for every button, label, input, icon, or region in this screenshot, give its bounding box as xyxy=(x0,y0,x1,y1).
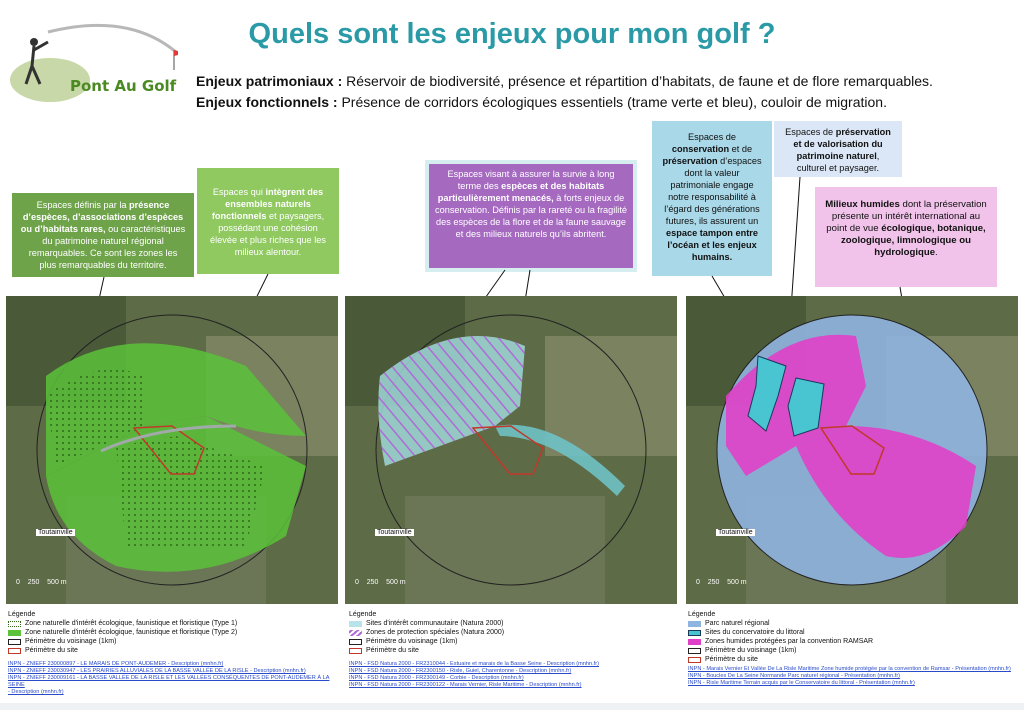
legend-natura2000 xyxy=(349,610,679,689)
legend-item: Périmètre du voisinage (1km) xyxy=(688,646,1018,655)
legend-title: Légende xyxy=(8,611,36,618)
map-natura2000 xyxy=(345,296,677,604)
enjeux-fonctionnels: Enjeux fonctionnels : Présence de corridors écologiques essentiels (trame verte et bleu), couloir de migration. xyxy=(196,94,887,110)
legend-item: Périmètre du voisinage (1km) xyxy=(349,637,679,646)
legend-item: Périmètre du site xyxy=(8,646,338,655)
blue-swatch-icon xyxy=(688,621,701,627)
humides-description: Milieux humides dont la préservation présente un intérêt international au point de vue écologique, botanique, zoologique, limnologique ou hydrologique. xyxy=(815,187,997,287)
source-link[interactable]: INPN - FSD Natura 2000 - FR2300150 - Risle, Guiel, Charentonne - Description (mnhn.fr) xyxy=(349,668,572,674)
source-link[interactable]: INPN - ZNIEFF 230030947 - LES PRAIRIES ALLUVIALES DE LA BASSE VALLÉE DE LA RISLE - Description (mnhn.fr) xyxy=(8,668,306,674)
source-link[interactable]: INPN - Marais Vernier Et Vallée De La Risle Maritime Zone humide protégée par la convention de Ramsar - Présentation (mnhn.fr) xyxy=(688,666,1011,672)
source-link[interactable]: INPN - FSD Natura 2000 - FR2310044 - Estuaire et marais de la Basse Seine - Description (mnhn.fr) xyxy=(349,661,599,667)
enjeux-patrimoniaux: Enjeux patrimoniaux : Réservoir de biodiversité, présence et répartition d’habitats, de faune et de flore remarquables. xyxy=(196,73,933,89)
legend-item: Sites du concervatoire du littoral xyxy=(688,628,1018,637)
source-link[interactable]: INPN - Boucles De La Seine Normande Parc naturel régional - Présentation (mnhn.fr) xyxy=(688,673,901,679)
logo-text: Pont Au Golf xyxy=(70,77,177,95)
legend-title: Légende xyxy=(349,611,377,618)
znieff2-description: Espaces qui intègrent des ensembles naturels fonctionnels et paysagers, possédant une cohésion élevée et plus riches que les milieux alentour. xyxy=(197,168,339,274)
green-swatch-icon xyxy=(8,630,21,636)
teal-swatch-icon xyxy=(688,630,701,636)
town-label: Toutainville xyxy=(377,529,412,536)
map-pnr-ramsar xyxy=(686,296,1018,604)
black-outline-swatch-icon xyxy=(349,639,362,645)
black-outline-swatch-icon xyxy=(8,639,21,645)
town-label: Toutainville xyxy=(718,529,753,536)
pnr-description: Espaces de préservation et de valorisation du patrimoine naturel, culturel et paysager. xyxy=(774,121,902,177)
legend-znieff xyxy=(8,610,338,696)
legend-item: Périmètre du site xyxy=(688,655,1018,664)
source-link[interactable]: INPN - ZNIEFF 230009161 - LA BASSE VALLÉE DE LA RISLE ET LES VALLÉES CONSÉQUENTES DE PONT-AUDEMER À LA SEINE xyxy=(8,675,330,688)
legend-item: Périmètre du voisinage (1km) xyxy=(8,637,338,646)
cyan-swatch-icon xyxy=(349,621,362,627)
black-outline-swatch-icon xyxy=(688,648,701,654)
source-link[interactable]: INPN - ZNIEFF 230000897 - LE MARAIS DE PONT-AUDEMER - Description (mnhn.fr) xyxy=(8,661,224,667)
natura-description: Espaces visant à assurer la survie à long terme des espèces et des habitats particulièrement menacés, à forts enjeux de conservation. Définis par la rareté ou la fragilité des espèces de la flore et de la faune sauvage et des milieux naturels qu’ils abritent. xyxy=(429,164,633,268)
footer-strip xyxy=(0,703,1024,710)
scale-bar: 0 250 500 m xyxy=(696,579,747,586)
magenta-swatch-icon xyxy=(688,639,701,645)
red-outline-swatch-icon xyxy=(8,648,21,654)
source-link[interactable]: INPN - Risle Maritime Terrain acquis par le Conservatoire du littoral - Présentation (mnhn.fr) xyxy=(688,680,915,686)
dots-swatch-icon xyxy=(8,621,21,627)
red-outline-swatch-icon xyxy=(349,648,362,654)
page-title: Quels sont les enjeux pour mon golf ? xyxy=(248,18,776,50)
legend-pnr-ramsar xyxy=(688,610,1018,687)
legend-item: Parc naturel régional xyxy=(688,619,1018,628)
legend-item: Sites d'intérêt communautaire (Natura 2000) xyxy=(349,619,679,628)
legend-item: Zones humides protégées par la convention RAMSAR xyxy=(688,637,1018,646)
legend-item: Zone naturelle d'intérêt écologique, faunistique et floristique (Type 2) xyxy=(8,628,338,637)
map-znieff xyxy=(6,296,338,604)
legend-item: Zones de protection spéciales (Natura 2000) xyxy=(349,628,679,637)
hatch-swatch-icon xyxy=(349,630,362,636)
scale-bar: 0 250 500 m xyxy=(16,579,67,586)
source-link[interactable]: - Description (mnhn.fr) xyxy=(8,689,64,695)
conservatoire-description: Espaces de conservation et de préservation d’espaces dont la valeur patrimoniale engage notre responsabilité à l’égard des générations futures, ils assurent un espace tampon entre l’océan et les enjeux humains. xyxy=(652,121,772,276)
legend-title: Légende xyxy=(688,611,716,618)
red-outline-swatch-icon xyxy=(688,657,701,663)
legend-item: Zone naturelle d'intérêt écologique, faunistique et floristique (Type 1) xyxy=(8,619,338,628)
source-link[interactable]: INPN - FSD Natura 2000 - FR2300149 - Corbie - Description (mnhn.fr) xyxy=(349,675,524,681)
legend-item: Périmètre du site xyxy=(349,646,679,655)
town-label: Toutainville xyxy=(38,529,73,536)
scale-bar: 0 250 500 m xyxy=(355,579,406,586)
source-link[interactable]: INPN - FSD Natura 2000 - FR2300122 - Marais Vernier, Risle Maritime - Description (mnhn.fr) xyxy=(349,682,582,688)
znieff1-description: Espaces définis par la présence d’espèces, d’associations d’espèces ou d’habitats rares, ou caractéristiques du patrimoine naturel régional remarquables. Ce sont les zones les plus remarquables du territoire. xyxy=(12,193,194,277)
